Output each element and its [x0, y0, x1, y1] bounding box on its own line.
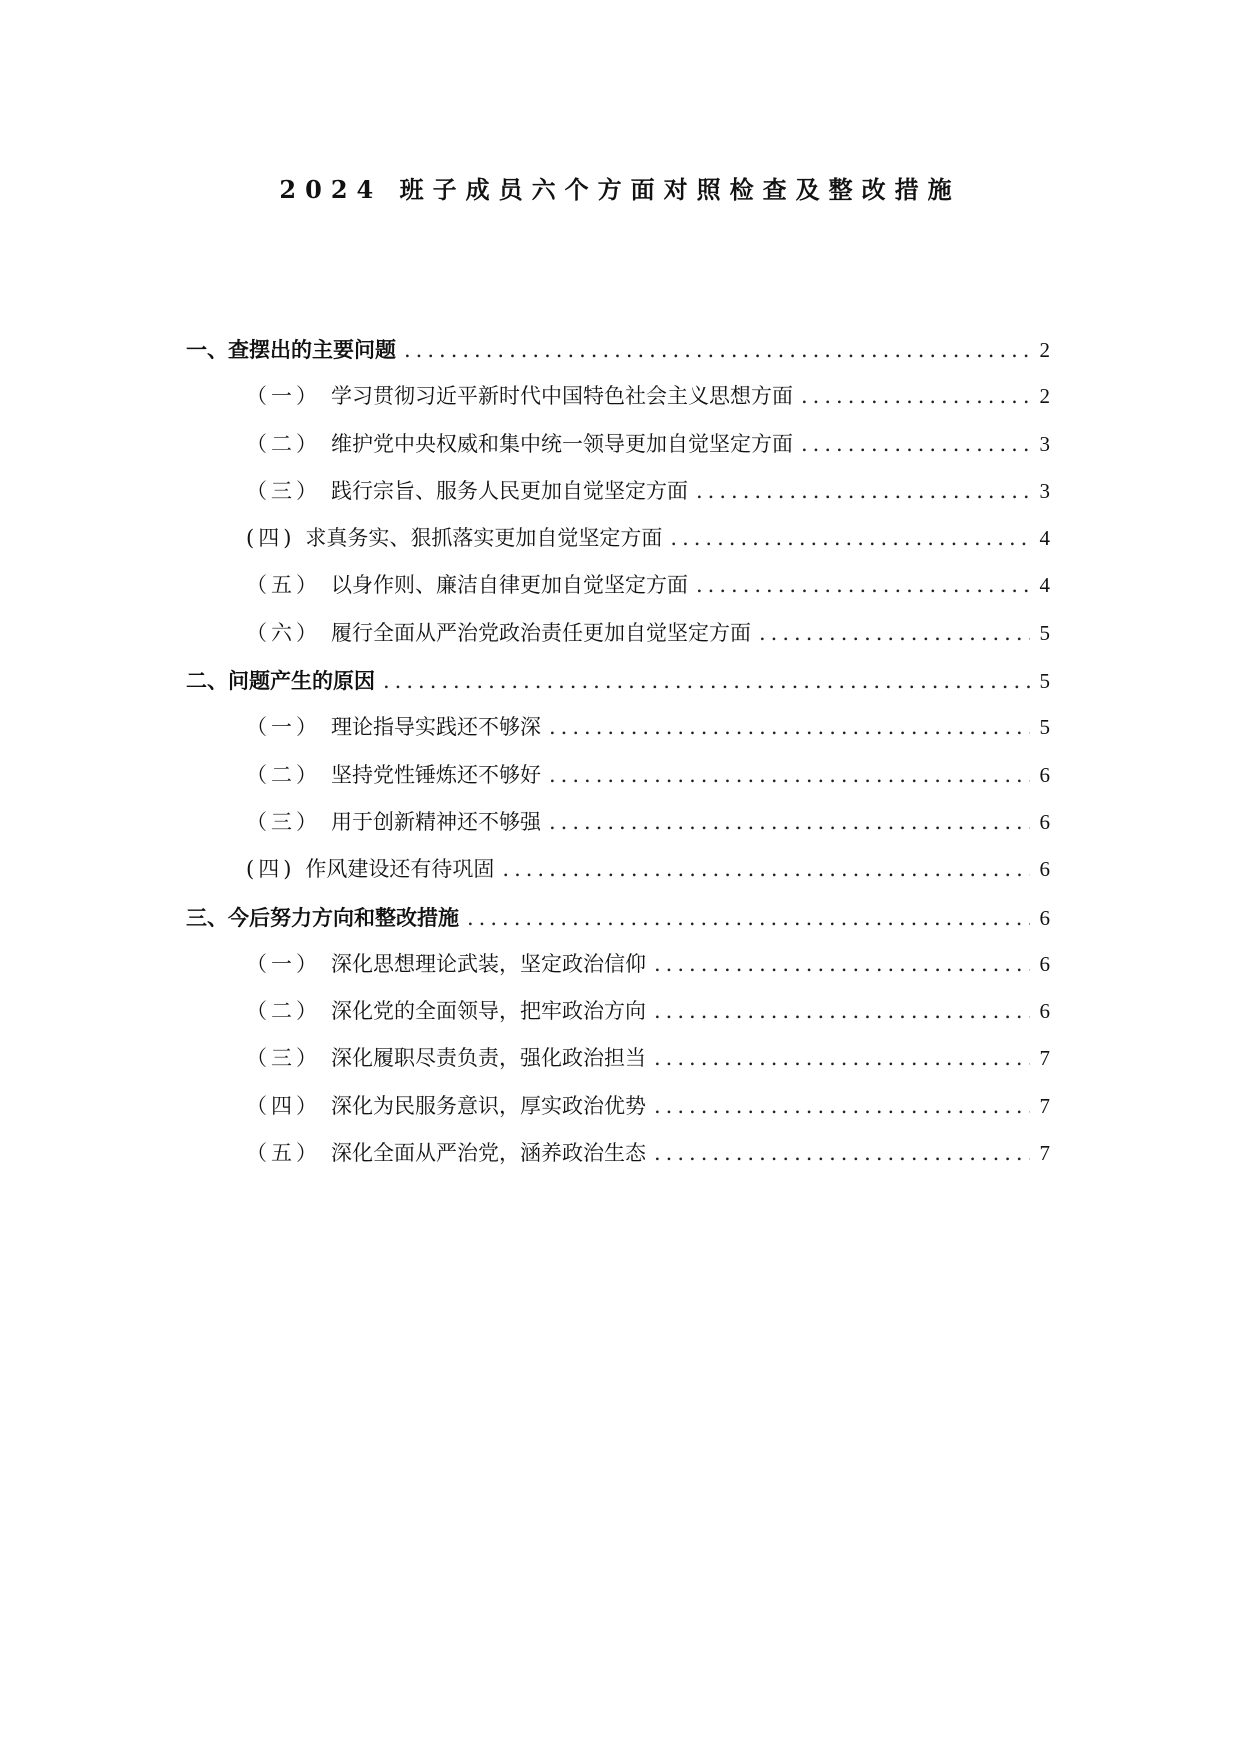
toc-page-number: 6: [1039, 762, 1050, 787]
toc-page-number: 5: [1039, 620, 1050, 645]
toc-entry-title: 学习贯彻习近平新时代中国特色社会主义思想方面: [331, 384, 793, 409]
toc-page-number: 3: [1039, 431, 1050, 456]
toc-page-number: 3: [1039, 478, 1050, 503]
toc-page-number: 6: [1039, 905, 1050, 930]
toc-dot-leader: [759, 610, 1030, 657]
toc-subsection-entry[interactable]: [186, 468, 1050, 515]
toc-subsection-entry[interactable]: [186, 515, 1050, 562]
toc-subsection-entry[interactable]: [186, 1083, 1050, 1130]
toc-dot-leader: [696, 468, 1030, 515]
toc-section-entry[interactable]: [186, 326, 1050, 373]
toc-dot-leader: [654, 941, 1030, 988]
toc-page-number: 7: [1039, 1141, 1050, 1166]
toc-subsection-entry[interactable]: [186, 1130, 1050, 1177]
toc-dot-leader: [383, 658, 1030, 705]
toc-entry-number: (四): [246, 526, 296, 551]
toc-subsection-entry[interactable]: [186, 941, 1050, 988]
toc-page-number: 5: [1039, 715, 1050, 740]
toc-entry-number: （二）: [246, 999, 321, 1024]
toc-dot-leader: [654, 988, 1030, 1035]
toc-entry-title: 深化思想理论武装，坚定政治信仰: [331, 951, 646, 976]
table-of-contents: [186, 326, 1050, 1177]
toc-dot-leader: [696, 562, 1030, 609]
toc-entry-title: 理论指导实践还不够深: [331, 715, 541, 740]
toc-subsection-entry[interactable]: [186, 988, 1050, 1035]
toc-entry-number: （一）: [246, 951, 321, 976]
toc-page-number: 7: [1039, 1093, 1050, 1118]
toc-dot-leader: [801, 421, 1030, 468]
toc-page-number: 4: [1039, 573, 1050, 598]
toc-subsection-entry[interactable]: [186, 610, 1050, 657]
toc-entry-number: （五）: [246, 573, 321, 598]
toc-page-number: 6: [1039, 951, 1050, 976]
toc-page-number: 5: [1039, 669, 1050, 694]
toc-dot-leader: [549, 704, 1030, 751]
toc-entry-title: 三、今后努力方向和整改措施: [186, 904, 459, 930]
toc-entry-number: （六）: [246, 620, 321, 645]
toc-entry-title: 深化党的全面领导，把牢政治方向: [331, 999, 646, 1024]
toc-subsection-entry[interactable]: [186, 799, 1050, 846]
toc-subsection-entry[interactable]: [186, 846, 1050, 893]
toc-entry-number: （三）: [246, 809, 321, 834]
toc-subsection-entry[interactable]: [186, 704, 1050, 751]
toc-entry-title: 深化全面从严治党，涵养政治生态: [331, 1141, 646, 1166]
toc-page-number: 7: [1039, 1046, 1050, 1071]
toc-dot-leader: [654, 1083, 1030, 1130]
toc-dot-leader: [654, 1130, 1030, 1177]
toc-dot-leader: [467, 895, 1030, 942]
toc-page-number: 6: [1039, 857, 1050, 882]
toc-entry-number: （三）: [246, 478, 321, 503]
toc-entry-title: 深化为民服务意识，厚实政治优势: [331, 1093, 646, 1118]
toc-subsection-entry[interactable]: [186, 1035, 1050, 1082]
toc-dot-leader: [549, 752, 1030, 799]
toc-entry-number: （二）: [246, 431, 321, 456]
toc-dot-leader: [404, 327, 1030, 374]
toc-page-number: 2: [1039, 338, 1050, 362]
toc-entry-title: 作风建设还有待巩固: [305, 857, 495, 882]
toc-page-number: 6: [1039, 809, 1050, 834]
toc-section-entry[interactable]: [186, 657, 1050, 704]
toc-entry-number: （五）: [246, 1141, 321, 1166]
toc-subsection-entry[interactable]: [186, 373, 1050, 420]
toc-entry-number: （一）: [246, 715, 321, 740]
toc-entry-number: (四): [246, 857, 296, 882]
toc-entry-title: 坚持党性锤炼还不够好: [331, 762, 541, 787]
toc-page-number: 4: [1039, 526, 1050, 551]
toc-entry-title: 维护党中央权威和集中统一领导更加自觉坚定方面: [331, 431, 793, 456]
toc-entry-title: 履行全面从严治党政治责任更加自觉坚定方面: [331, 620, 751, 645]
toc-entry-title: 用于创新精神还不够强: [331, 809, 541, 834]
toc-dot-leader: [801, 373, 1030, 420]
toc-entry-title: 以身作则、廉洁自律更加自觉坚定方面: [331, 573, 688, 598]
toc-page-number: 2: [1039, 384, 1050, 409]
toc-dot-leader: [654, 1035, 1030, 1082]
toc-entry-title: 一、查摆出的主要问题: [186, 337, 396, 362]
toc-dot-leader: [502, 846, 1030, 893]
toc-dot-leader: [549, 799, 1030, 846]
document-title: 2024 班子成员六个方面对照检查及整改措施: [279, 175, 961, 204]
toc-entry-number: （二）: [246, 762, 321, 787]
toc-page-number: 6: [1039, 999, 1050, 1024]
toc-subsection-entry[interactable]: [186, 562, 1050, 609]
toc-subsection-entry[interactable]: [186, 421, 1050, 468]
toc-entry-title: 求真务实、狠抓落实更加自觉坚定方面: [305, 526, 663, 551]
toc-entry-title: 践行宗旨、服务人民更加自觉坚定方面: [331, 478, 688, 503]
toc-dot-leader: [670, 515, 1030, 562]
toc-entry-number: （三）: [246, 1046, 321, 1071]
toc-entry-title: 深化履职尽责负责，强化政治担当: [331, 1046, 646, 1071]
toc-entry-number: （四）: [246, 1093, 321, 1118]
toc-entry-number: （一）: [246, 384, 321, 409]
toc-entry-title: 二、问题产生的原因: [186, 668, 375, 694]
toc-subsection-entry[interactable]: [186, 752, 1050, 799]
toc-section-entry[interactable]: [186, 894, 1050, 941]
